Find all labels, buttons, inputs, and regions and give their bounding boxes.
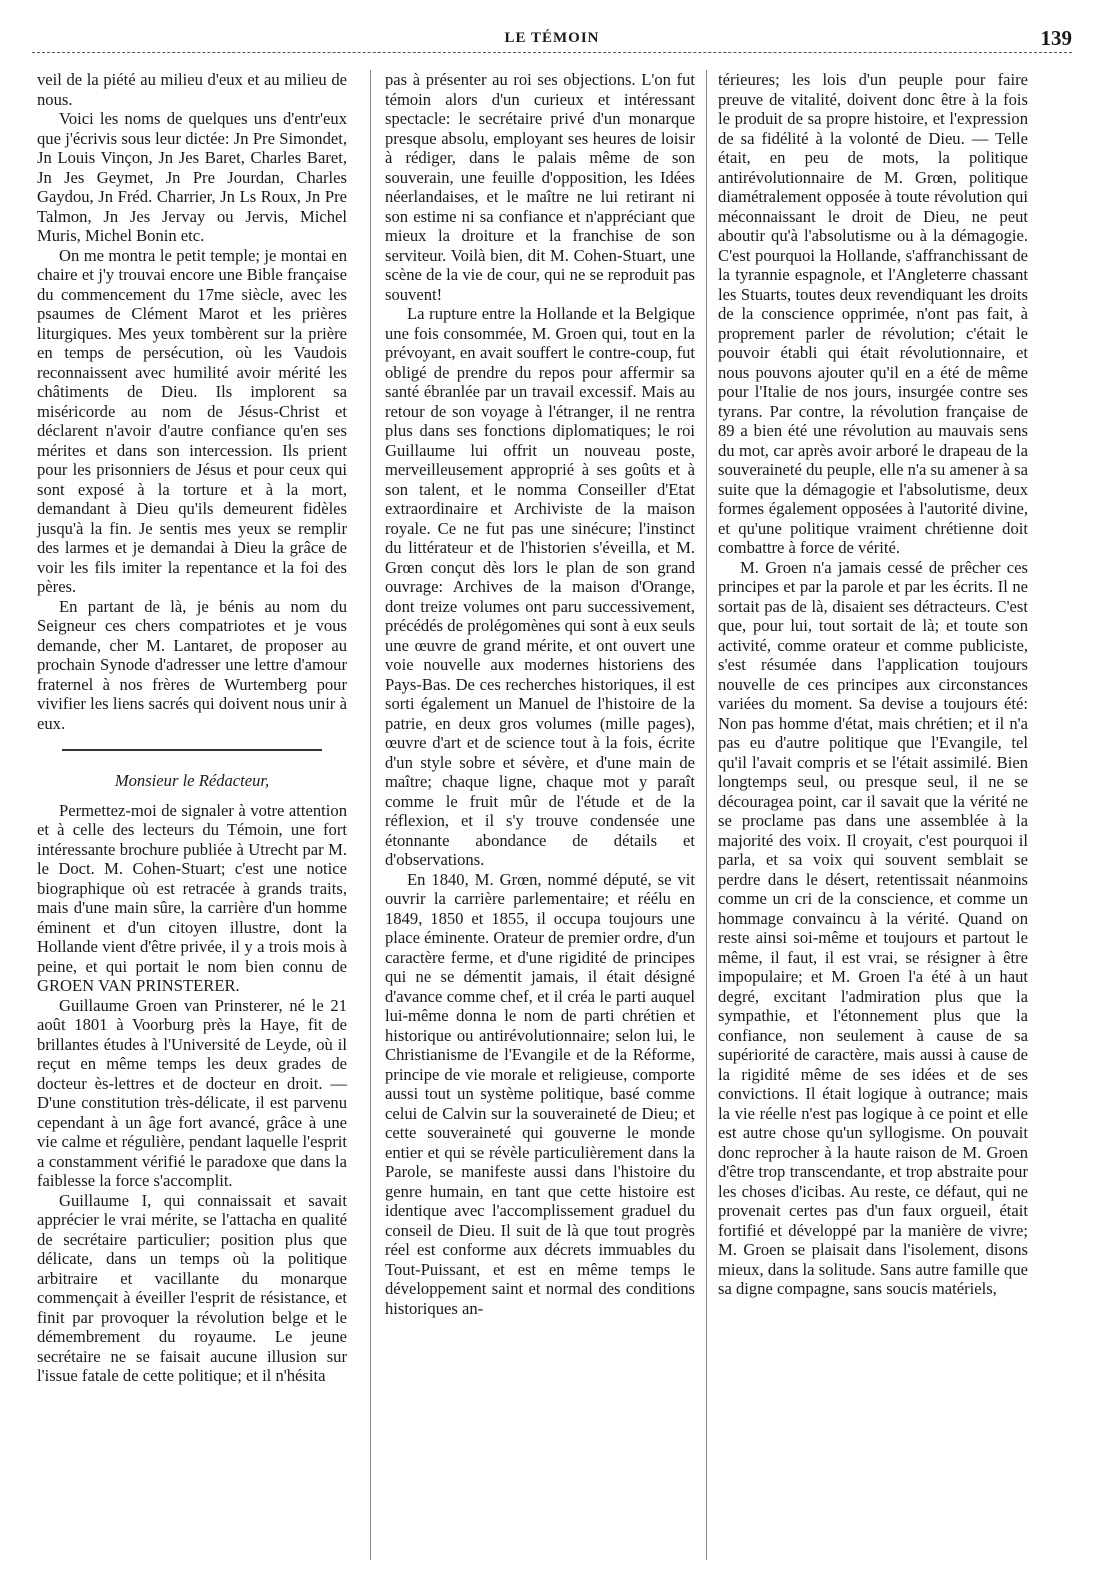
section-separator (62, 749, 322, 751)
header-rule (32, 52, 1072, 53)
paragraph: térieures; les lois d'un peuple pour faire preuve de vitalité, doivent donc être à la fois le produit de sa propre histoire, et l'expression de sa fidélité à la volonté de Dieu. — Telle était, en peu de mots, la politique antirévolutionnaire de M. Grœn, politique diamétralement opposée à toute révolution qui méconnaissant le droit de Dieu, ne peut aboutir qu'à l'absolutisme ou à la démagogie. C'est pourquoi la Hollande, s'affranchissant de la tyrannie espagnole, et l'Angleterre chassant les Stuarts, toutes deux revendiquant les droits de la conscience opprimée, n'ont pas fait, à proprement parler de révolution; c'était le pouvoir établi qui était révolutionnaire, et nous pouvons ajouter qu'il en a été de même pour l'Italie de nos jours, insurgée contre ses tyrans. Par contre, la révolution française de 89 a bien été une révolution au mauvais sens du mot, car après avoir arboré le drapeau de la souveraineté du peuple, elle n'a su amener à sa suite que la démagogie et l'absolutisme, deux formes également opposées à l'autorité divine, et qu'une politique vraiment chrétienne doit combattre à force de vérité. (718, 70, 1028, 557)
paragraph: M. Groen n'a jamais cessé de prêcher ces principes et par la parole et par les écrits. Il ne sortait pas de là, disaient ses détracteurs. C'est que, pour lui, tout sortait de là; et toute son activité, comme orateur et comme publiciste, s'est résumée dans l'application toujours nouvelle de ces principes aux circonstances variées du moment. Sa devise a toujours été: Non pas homme d'état, mais chrétien; et il n'a pas eu d'autre politique que l'Evangile, tel qu'il l'avait compris et se l'était assimilé. Bien longtemps seul, ou presque seul, il ne se découragea point, car il savait que la vérité ne se proclame pas dans une assemblée à la majorité des voix. Il croyait, c'est pourquoi il parla, et sa voix qui souvent semblait se perdre dans le désert, retentissait néanmoins comme un cri de la conscience, et comme un hommage convaincu à la vérité. Quand on reste ainsi soi-même et toujours et partout le même, il faut, il est vrai, se résigner à être impopulaire; et M. Groen l'a été à un haut degré, excitant l'admiration plus que la sympathie, et l'étonnement plus que la confiance, non seulement à cause de sa supériorité de caractère, mais aussi à cause de la rigidité même de ses idées et de ses convictions. Il était logique à outrance; mais la vie réelle n'est pas logique à ce point et elle est autre chose qu'un syllogisme. On pouvait donc reprocher à la haute raison de M. Groen d'être trop transcendante, et trop abstraite pour les choses d'icibas. Au reste, ce défaut, qui ne provenait certes pas d'un faux orgueil, était fortifié et développé par la manière de vivre; M. Groen se plaisait dans l'isolement, disons mieux, dans la solitude. Sans autre famille que sa digne compagne, sans soucis matériels, (718, 557, 1028, 1298)
paragraph: On me montra le petit temple; je montai en chaire et j'y trouvai encore une Bible française du commencement du 17me siècle, avec les psaumes de Clément Marot et les prières liturgiques. Mes yeux tombèrent sur la prière en temps de persécution, où les Vaudois reconnaissent avec humilité avoir mérité les châtiments de Dieu. Ils implorent sa miséricorde au nom de Jésus-Christ et déclarent n'avoir d'autre confiance qu'en ses mérites et dans son intercession. Ils prient pour les prisonniers de Jésus et pour ceux qui sont exposé à la torture et à la mort, demandant à Dieu qu'ils demeurent fidèles jusqu'à la fin. Je sentis mes yeux se remplir des larmes et je demandai à Dieu la grâce de voir les fils imiter la repentance et la foi des pères. (37, 245, 347, 596)
paragraph: veil de la piété au milieu d'eux et au milieu de nous. (37, 70, 347, 109)
column-middle (385, 70, 695, 1318)
paragraph: Permettez-moi de signaler à votre attention et à celle des lecteurs du Témoin, une fort intéressante brochure publiée à Utrecht par M. le Doct. M. Cohen-Stuart; c'est une notice biographique où est retracée à grands traits, mais d'une main sûre, la carrière d'un homme éminent et d'un citoyen illustre, dont la Hollande vient d'être privée, il y a trois mois à peine, et qui portait le nom bien connu de GROEN VAN PRINSTERER. (37, 800, 347, 995)
column-left (37, 70, 347, 1386)
paragraph: Voici les noms de quelques uns d'entr'eux que j'écrivis sous leur dictée: Jn Pre Simondet, Jn Louis Vinçon, Jn Jes Baret, Charles Baret, Jn Jes Geymet, Jn Pre Jourdan, Charles Gaydou, Jn Fréd. Charrier, Jn Ls Roux, Jn Pre Talmon, Jn Jes Jervay ou Jervis, Michel Muris, Michel Bonin etc. (37, 109, 347, 245)
paragraph: Guillaume I, qui connaissait et savait apprécier le vrai mérite, se l'attacha en qualité de secrétaire particulier; position plus que délicate, dans un temps où la politique arbitraire et vacillante du monarque commençait à éveiller l'esprit de résistance, et finit par provoquer la révolution belge et le démembrement du royaume. Le jeune secrétaire ne se faisait aucune illusion sur l'issue fatale de cette politique; et il n'hésita (37, 1190, 347, 1385)
column-divider (706, 70, 707, 1560)
paragraph: La rupture entre la Hollande et la Belgique une fois consommée, M. Groen qui, tout en la prévoyant, en avait souffert le contre-coup, fut obligé de prendre du repos pour affermir sa santé ébranlée par un travail excessif. Mais au retour de son voyage à l'étranger, il ne rentra plus dans ses fonctions diplomatiques; le roi Guillaume lui offrit un nouveau poste, merveilleusement approprié à ses goûts et à son talent, et le nomma Conseiller d'Etat extraordinaire et Archiviste de la maison royale. Ce ne fut pas une sinécure; l'instinct du littérateur et de l'historien s'éveilla, et M. Grœn conçut dès lors le plan de son grand ouvrage: Archives de la maison d'Orange, dont treize volumes ont paru successivement, précédés de prolégomènes qui sont à eux seuls une œuvre de grand mérite, et ont ouvert une voie nouvelle aux modernes historiens des Pays-Bas. De ces recherches historiques, il est sorti également un Manuel de l'histoire de la patrie, en deux gros volumes (mille pages), œuvre d'art et de science tout à la fois, écrite d'un style sobre et sévère, et d'une main de maître; chaque ligne, chaque mot y paraît comme le fruit mûr de l'étude et de la réflexion, et il s'y trouve condensée une étonnante abondance de détails et d'observations. (385, 304, 695, 869)
paragraph: Guillaume Groen van Prinsterer, né le 21 août 1801 à Voorburg près la Haye, fit de brillantes études à l'Université de Leyde, où il reçut en même temps les deux grades de docteur ès-lettres et de docteur en droit. — D'une constitution très-délicate, il est parvenu cependant à un âge fort avancé, grâce à une vie calme et régulière, pendant laquelle l'esprit a constamment vérifié le paradoxe que dans la faiblesse la force s'accomplit. (37, 995, 347, 1190)
column-divider (370, 70, 371, 1560)
column-right (718, 70, 1028, 1299)
journal-title: LE TÉMOIN (504, 30, 600, 46)
paragraph: En 1840, M. Grœn, nommé député, se vit ouvrir la carrière parlementaire; et réélu en 1849, 1850 et 1855, il occupa toujours une place éminente. Orateur de premier ordre, d'un caractère ferme, et d'une rigidité de principes qui ne se démentit jamais, il était désigné d'avance comme chef, et il créa le parti auquel lui-même donna le nom de parti chrétien et historique ou antirévolutionnaire; selon lui, le Christianisme de l'Evangile et de la Réforme, principe de vie morale et religieuse, comporte aussi tout un système politique, basé comme celui de Calvin sur la souveraineté de Dieu; et cette souveraineté qui gouverne le monde entier et qui se révèle particulièrement dans la Parole, se manifeste aussi dans l'histoire du genre humain, en tant que cette histoire est identique avec l'accomplissement graduel du conseil de Dieu. Il suit de là que tout progrès réel est conforme aux décrets immuables du Tout-Puissant, et est en même temps le développement saint et normal des conditions historiques an- (385, 869, 695, 1318)
letter-salutation: Monsieur le Rédacteur, (114, 771, 270, 790)
running-head (32, 26, 1072, 50)
paragraph: pas à présenter au roi ses objections. L'on fut témoin alors d'un curieux et intéressant spectacle: le secrétaire privé d'un monarque presque absolu, employant ses heures de loisir à rédiger, dans le palais même de son souverain, une feuille d'opposition, les Idées néerlandaises, et le maître ne lui retirant ni son estime ni sa confiance et n'appréciant que mieux la droiture et la franchise de son serviteur. Voilà bien, dit M. Cohen-Stuart, une scène de la vie de cour, qui ne se reproduit pas souvent! (385, 70, 695, 304)
paragraph: En partant de là, je bénis au nom du Seigneur ces chers compatriotes et je vous demande, cher M. Lantaret, de proposer au prochain Synode d'adresser une lettre d'amour fraternel à nos frères de Wurtemberg pour vivifier les liens sacrés qui doivent nous unir à eux. (37, 596, 347, 733)
page-number: 139 (1040, 26, 1072, 50)
